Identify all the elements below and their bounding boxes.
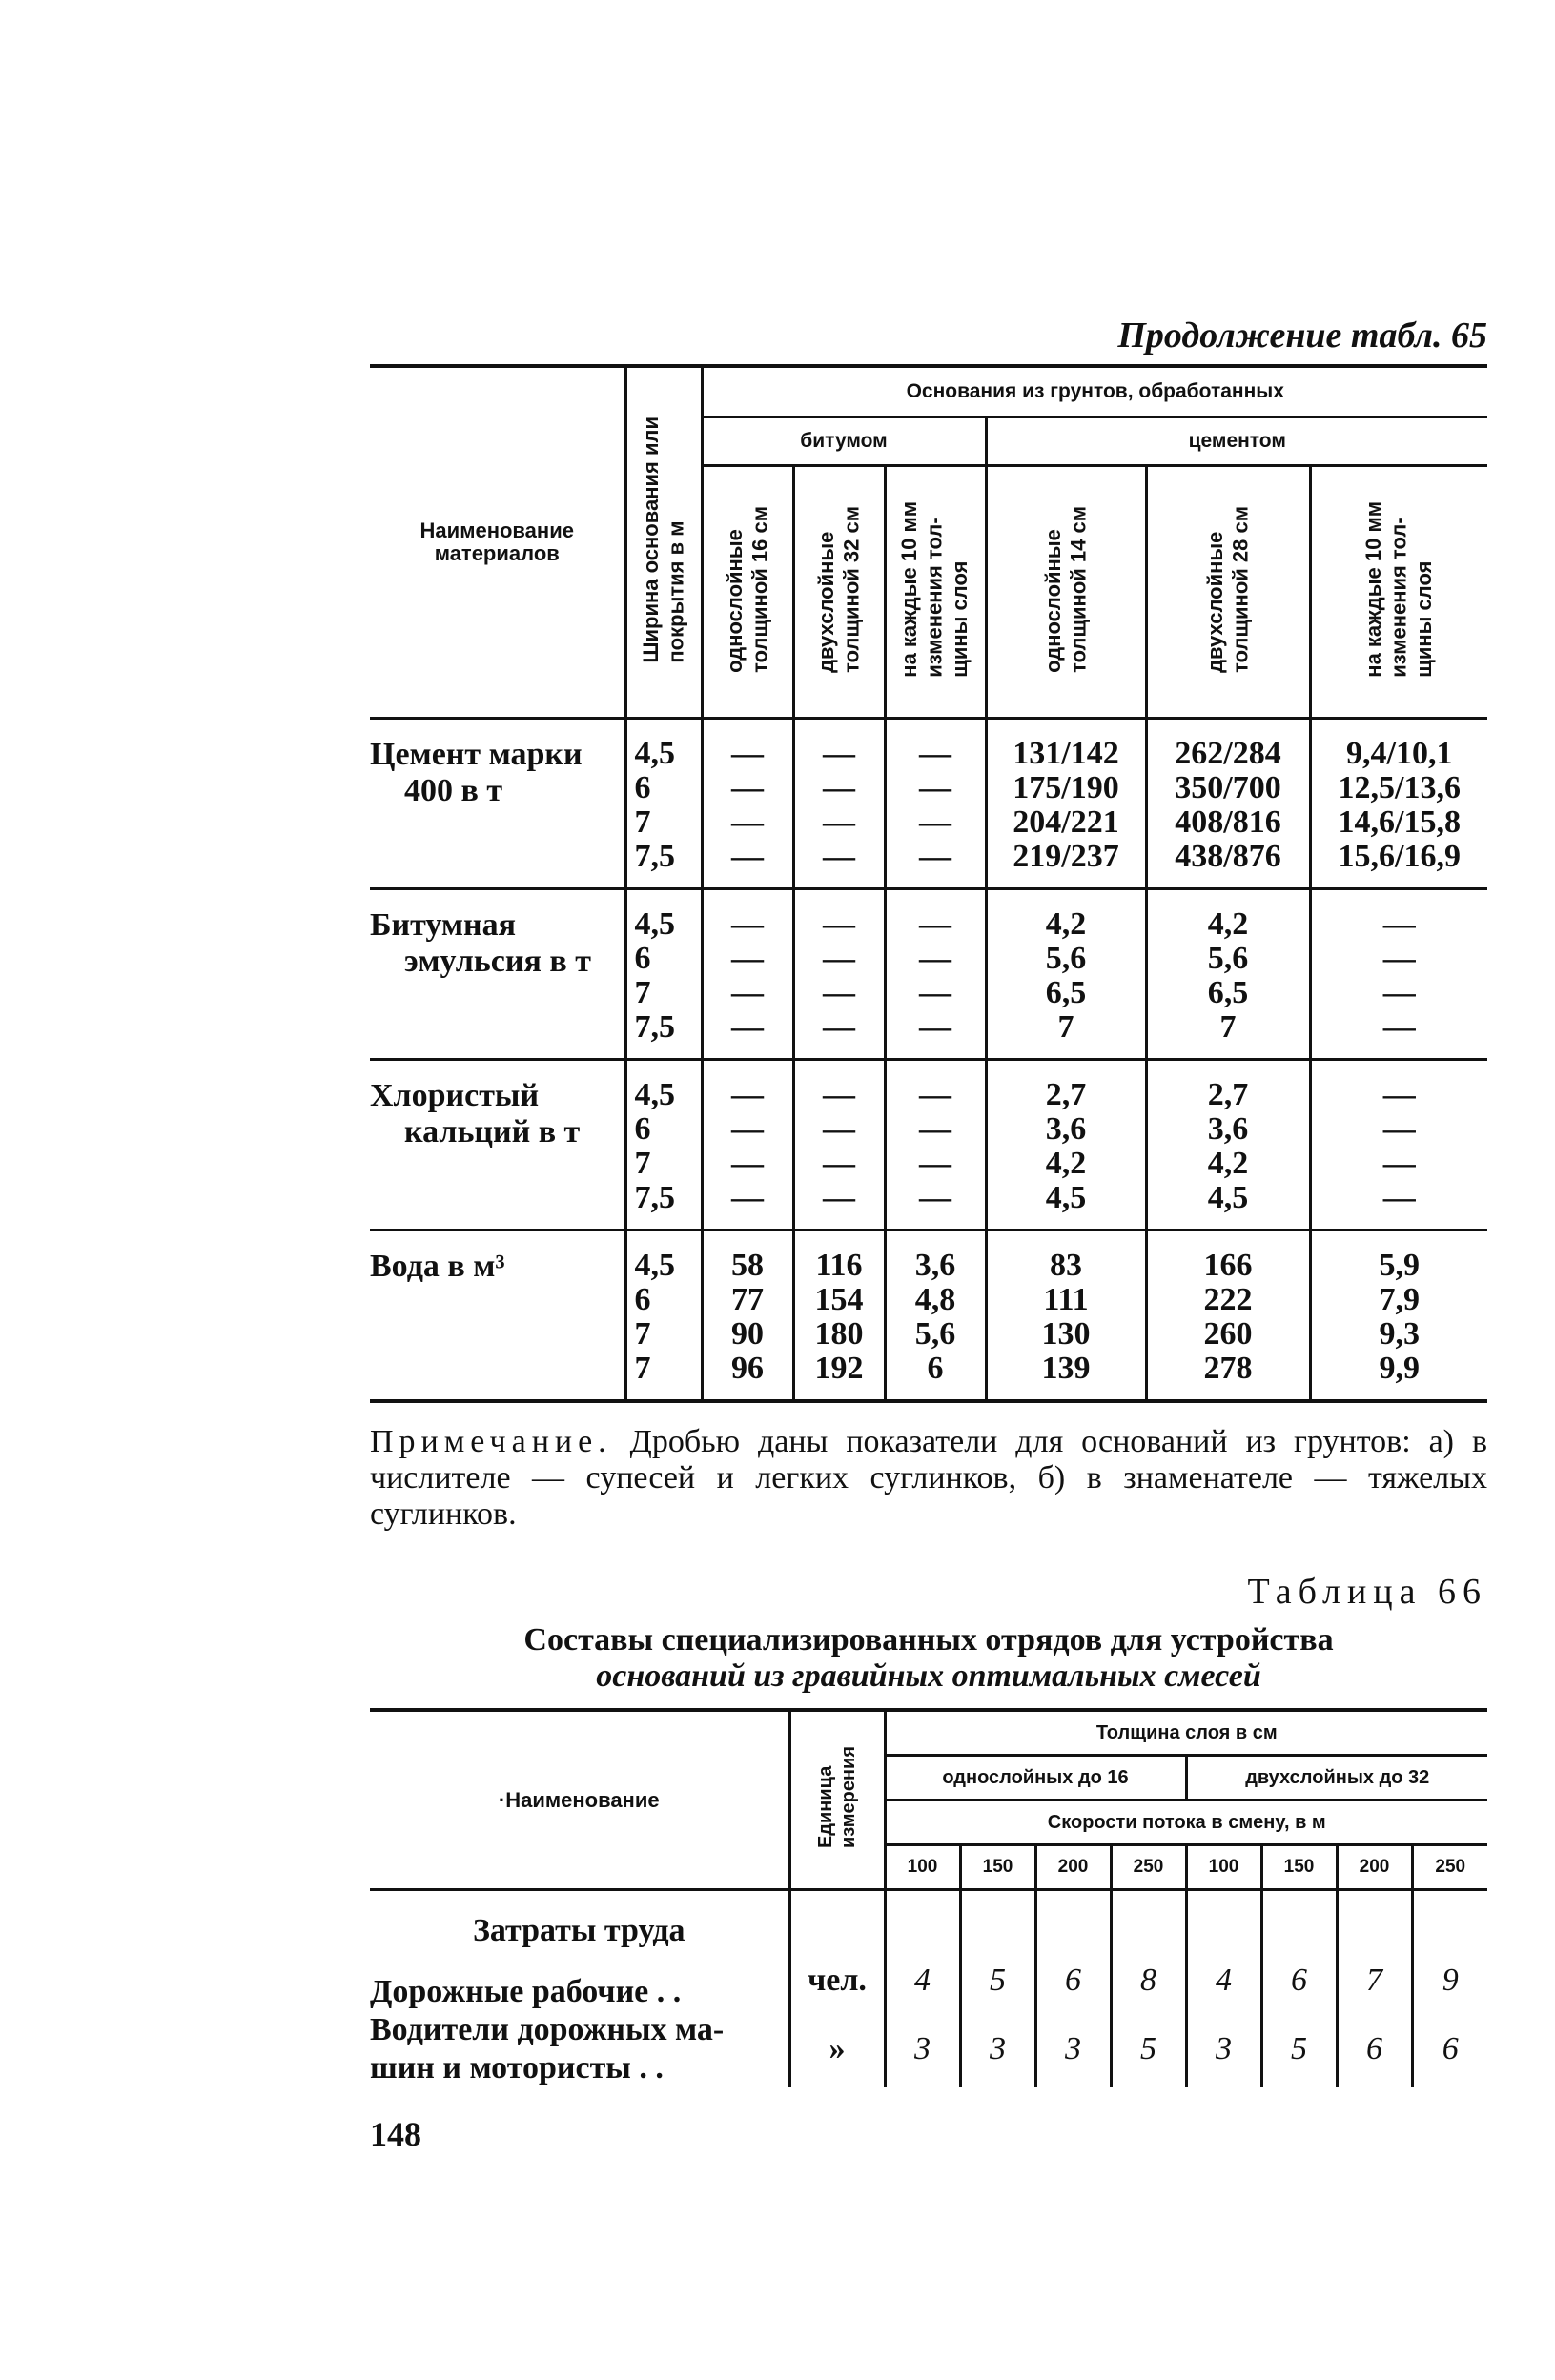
value-cell xyxy=(1146,1231,1310,1402)
material-name xyxy=(370,719,625,889)
value: 6 xyxy=(927,1351,944,1386)
value: 4,5 xyxy=(1207,1180,1249,1215)
value: 5,6 xyxy=(1207,941,1249,976)
value: — xyxy=(731,1180,764,1215)
value: 9,4/10,1 xyxy=(1346,736,1453,771)
value-cell xyxy=(702,1060,793,1231)
value: — xyxy=(919,1180,951,1215)
width-value: 6 xyxy=(634,1282,651,1317)
value: — xyxy=(731,1077,764,1112)
value: 4,2 xyxy=(1045,906,1087,942)
value: 4,5 xyxy=(1045,1180,1087,1215)
header-group-bitumen: битумом xyxy=(702,417,986,466)
value-cell xyxy=(986,889,1146,1060)
value-cell xyxy=(1310,719,1487,889)
table-row xyxy=(370,2011,1487,2087)
value-cell xyxy=(885,889,986,1060)
note-lead: Примечание. xyxy=(370,1424,612,1459)
header-col: двухслойные толщиной 32 см xyxy=(793,466,885,719)
header-speed-value: 150 xyxy=(1261,1845,1337,1890)
note-text: Дробью даны показатели для оснований из грунтов: а) в числителе — супесей и легких суглинков, б) в знаменателе — тяжелых суглинков. xyxy=(370,1424,1487,1532)
value: — xyxy=(1382,941,1416,976)
table-66-body xyxy=(370,1890,1487,2088)
material-name-line: эмульсия в т xyxy=(404,944,591,979)
header-speed-value: 200 xyxy=(1337,1845,1412,1890)
header-name-col: Наименование материалов xyxy=(370,366,625,719)
value-cell: 4 xyxy=(885,1950,960,2011)
value: 438/876 xyxy=(1175,839,1281,874)
header-width-col: Ширина основания или покрытия в м xyxy=(625,366,702,719)
value: 58 xyxy=(731,1248,764,1283)
value: 408/816 xyxy=(1175,804,1281,840)
value-cell: 3 xyxy=(1186,2011,1261,2087)
value-cell xyxy=(1310,1060,1487,1231)
value: 83 xyxy=(1050,1248,1082,1283)
header-speed-value: 250 xyxy=(1412,1845,1487,1890)
value: 166 xyxy=(1203,1248,1253,1283)
section-cell xyxy=(370,1890,789,1951)
header-name-col: ·Наименование xyxy=(370,1710,789,1890)
continuation-caption: Продолжение табл. 65 xyxy=(1117,315,1487,356)
value: 96 xyxy=(731,1351,764,1386)
header-speed-value: 200 xyxy=(1035,1845,1111,1890)
row-unit: » xyxy=(789,2011,885,2087)
width-cell xyxy=(625,1231,702,1402)
value-cell xyxy=(702,1231,793,1402)
width-cell xyxy=(625,889,702,1060)
value: — xyxy=(1382,1180,1416,1215)
title-line: оснований из гравийных оптимальных смесей xyxy=(596,1658,1261,1694)
header-speed-value: 250 xyxy=(1111,1845,1186,1890)
table-66-title xyxy=(370,1622,1487,1695)
value-cell xyxy=(885,1231,986,1402)
section-spacer xyxy=(1412,1890,1487,1951)
value: 350/700 xyxy=(1175,770,1281,805)
value: 116 xyxy=(815,1248,863,1283)
material-name-line: Битумная xyxy=(370,907,517,943)
value: 111 xyxy=(1043,1282,1089,1317)
value-cell: 3 xyxy=(885,2011,960,2087)
section-spacer xyxy=(1261,1890,1337,1951)
width-value: 7,5 xyxy=(634,1009,675,1045)
width-value: 7 xyxy=(634,1146,651,1181)
value: 192 xyxy=(814,1351,864,1386)
value: 9,9 xyxy=(1379,1351,1420,1386)
header-speed-value: 100 xyxy=(1186,1845,1261,1890)
value: — xyxy=(919,736,951,771)
value: — xyxy=(1382,1009,1416,1045)
section-spacer xyxy=(789,1890,885,1951)
header-group-top: Основания из грунтов, обработанных xyxy=(702,366,1487,417)
material-name-line: Вода в м³ xyxy=(370,1249,505,1284)
section-title: Затраты труда xyxy=(472,1913,685,1948)
header-speed: Скорости потока в смену, в м xyxy=(885,1800,1487,1845)
value: 4,2 xyxy=(1207,1146,1249,1181)
value-cell xyxy=(793,1231,885,1402)
value: 139 xyxy=(1041,1351,1091,1386)
value-cell xyxy=(1146,889,1310,1060)
value: 2,7 xyxy=(1207,1077,1249,1112)
material-name-line: 400 в т xyxy=(404,773,503,808)
value: 131/142 xyxy=(1013,736,1119,771)
table-row xyxy=(370,889,1487,1060)
value-cell xyxy=(885,1060,986,1231)
value-cell: 7 xyxy=(1337,1950,1412,2011)
section-spacer xyxy=(960,1890,1035,1951)
value-cell xyxy=(1146,1060,1310,1231)
header-col: однослойные толщиной 16 см xyxy=(702,466,793,719)
section-row xyxy=(370,1890,1487,1951)
table-row xyxy=(370,1950,1487,2011)
width-cell xyxy=(625,719,702,889)
section-spacer xyxy=(1337,1890,1412,1951)
value-cell xyxy=(1310,889,1487,1060)
value: 219/237 xyxy=(1013,839,1119,874)
value: 5,6 xyxy=(1045,941,1087,976)
header-single: однослойных до 16 xyxy=(885,1756,1186,1800)
width-value: 6 xyxy=(634,941,651,976)
value: 154 xyxy=(814,1282,864,1317)
row-unit: чел. xyxy=(789,1950,885,2011)
value: — xyxy=(1382,975,1416,1010)
material-name-line: Хлористый xyxy=(370,1078,540,1113)
value: 262/284 xyxy=(1175,736,1281,771)
value: — xyxy=(731,1009,764,1045)
value: — xyxy=(1382,1146,1416,1181)
value: 6,5 xyxy=(1207,975,1249,1010)
value: — xyxy=(823,1180,855,1215)
value: — xyxy=(731,975,764,1010)
value: — xyxy=(823,804,855,840)
value: 4,2 xyxy=(1207,906,1249,942)
header-double: двухслойных до 32 xyxy=(1186,1756,1487,1800)
material-name-line: кальций в т xyxy=(404,1114,581,1149)
value: — xyxy=(731,1111,764,1147)
value-cell xyxy=(702,719,793,889)
value: — xyxy=(823,941,855,976)
table-65-body xyxy=(370,719,1487,1402)
material-name xyxy=(370,889,625,1060)
width-cell xyxy=(625,1060,702,1231)
value-cell: 3 xyxy=(960,2011,1035,2087)
value-cell: 6 xyxy=(1035,1950,1111,2011)
width-value: 6 xyxy=(634,770,651,805)
value-cell: 5 xyxy=(1261,2011,1337,2087)
row-name: Дорожные рабочие . . xyxy=(370,1974,682,2009)
section-spacer xyxy=(885,1890,960,1951)
value: 6,5 xyxy=(1045,975,1087,1010)
value-cell xyxy=(885,719,986,889)
material-name xyxy=(370,1231,625,1402)
value-cell: 6 xyxy=(1261,1950,1337,2011)
value: — xyxy=(823,1077,855,1112)
value: — xyxy=(1382,1077,1416,1112)
value: — xyxy=(919,1146,951,1181)
value: — xyxy=(919,804,951,840)
value: — xyxy=(731,839,764,874)
value: — xyxy=(823,975,855,1010)
value-cell xyxy=(986,719,1146,889)
section-spacer xyxy=(1035,1890,1111,1951)
header-col: на каждые 10 мм изменения тол- щины слоя xyxy=(885,466,986,719)
value-cell xyxy=(1146,719,1310,889)
table-note xyxy=(370,1424,1487,1533)
value: 175/190 xyxy=(1013,770,1119,805)
value-cell: 9 xyxy=(1412,1950,1487,2011)
value: — xyxy=(823,1111,855,1147)
width-value: 6 xyxy=(634,1111,651,1147)
value: 12,5/13,6 xyxy=(1338,770,1461,805)
title-line: Составы специализированных отрядов для устройства xyxy=(523,1622,1334,1658)
value-cell: 5 xyxy=(1111,2011,1186,2087)
value: 90 xyxy=(731,1316,764,1352)
value-cell: 3 xyxy=(1035,2011,1111,2087)
value: — xyxy=(731,804,764,840)
value-cell xyxy=(986,1060,1146,1231)
material-name xyxy=(370,1060,625,1231)
value: 9,3 xyxy=(1379,1316,1420,1352)
value: — xyxy=(823,839,855,874)
value: — xyxy=(919,1009,951,1045)
value: 7 xyxy=(1057,1009,1074,1045)
value: — xyxy=(919,770,951,805)
value: — xyxy=(731,736,764,771)
value: — xyxy=(731,906,764,942)
value: — xyxy=(919,975,951,1010)
header-speed-value: 100 xyxy=(885,1845,960,1890)
value-cell: 4 xyxy=(1186,1950,1261,2011)
row-name: Водители дорожных ма- шин и мотористы . . xyxy=(370,2012,725,2085)
value: 278 xyxy=(1203,1351,1253,1386)
header-col: на каждые 10 мм изменения тол- щины слоя xyxy=(1310,466,1487,719)
header-thickness: Толщина слоя в см xyxy=(885,1710,1487,1756)
value-cell xyxy=(1310,1231,1487,1402)
page xyxy=(370,315,1487,2154)
table-row xyxy=(370,1231,1487,1402)
width-value: 7 xyxy=(634,804,651,840)
width-value: 4,5 xyxy=(634,906,675,942)
value: 260 xyxy=(1203,1316,1253,1352)
table-row xyxy=(370,719,1487,889)
value: 204/221 xyxy=(1013,804,1119,840)
width-value: 7 xyxy=(634,975,651,1010)
value: — xyxy=(919,1111,951,1147)
value: — xyxy=(731,770,764,805)
section-spacer xyxy=(1186,1890,1261,1951)
value-cell: 8 xyxy=(1111,1950,1186,2011)
value: — xyxy=(823,770,855,805)
value-cell: 5 xyxy=(960,1950,1035,2011)
value: 77 xyxy=(731,1282,764,1317)
table-row xyxy=(370,1060,1487,1231)
value: 3,6 xyxy=(1207,1111,1249,1147)
value: — xyxy=(823,1009,855,1045)
width-value: 4,5 xyxy=(634,736,675,771)
value: 4,2 xyxy=(1045,1146,1087,1181)
value: — xyxy=(823,736,855,771)
value: — xyxy=(731,941,764,976)
value: — xyxy=(919,839,951,874)
value: 7 xyxy=(1219,1009,1237,1045)
value: — xyxy=(731,1146,764,1181)
value: 3,6 xyxy=(1045,1111,1087,1147)
value: — xyxy=(919,941,951,976)
table-66-number: Таблица 66 xyxy=(1247,1572,1487,1612)
section-spacer xyxy=(1111,1890,1186,1951)
table-66 xyxy=(370,1708,1487,2087)
value: 14,6/15,8 xyxy=(1338,804,1461,840)
header-group-cement: цементом xyxy=(986,417,1487,466)
width-value: 4,5 xyxy=(634,1077,675,1112)
header-col: двухслойные толщиной 28 см xyxy=(1146,466,1310,719)
material-name-line: Цемент марки xyxy=(370,737,583,772)
width-value: 4,5 xyxy=(634,1248,675,1283)
table-65 xyxy=(370,364,1487,1403)
value: — xyxy=(1382,1111,1416,1147)
header-unit-col: Единица измерения xyxy=(789,1710,885,1890)
value: — xyxy=(823,906,855,942)
value-cell xyxy=(793,889,885,1060)
value: 15,6/16,9 xyxy=(1338,839,1461,874)
value: — xyxy=(919,906,951,942)
header-speed-value: 150 xyxy=(960,1845,1035,1890)
width-value: 7,5 xyxy=(634,839,675,874)
value-cell: 6 xyxy=(1412,2011,1487,2087)
value: — xyxy=(919,1077,951,1112)
value: — xyxy=(823,1146,855,1181)
value: 2,7 xyxy=(1045,1077,1087,1112)
width-value: 7 xyxy=(634,1316,651,1352)
value: 4,8 xyxy=(914,1282,956,1317)
value: 5,9 xyxy=(1379,1248,1420,1283)
value: 5,6 xyxy=(914,1316,956,1352)
value-cell xyxy=(793,1060,885,1231)
value-cell: 6 xyxy=(1337,2011,1412,2087)
value: 7,9 xyxy=(1379,1282,1420,1317)
width-value: 7,5 xyxy=(634,1180,675,1215)
page-number: 148 xyxy=(370,2115,421,2153)
value: 222 xyxy=(1203,1282,1253,1317)
width-value: 7 xyxy=(634,1351,651,1386)
header-col: однослойные толщиной 14 см xyxy=(986,466,1146,719)
value-cell xyxy=(986,1231,1146,1402)
value-cell xyxy=(793,719,885,889)
value: 180 xyxy=(814,1316,864,1352)
value: 3,6 xyxy=(914,1248,956,1283)
value-cell xyxy=(702,889,793,1060)
value: — xyxy=(1382,906,1416,942)
value: 130 xyxy=(1041,1316,1091,1352)
